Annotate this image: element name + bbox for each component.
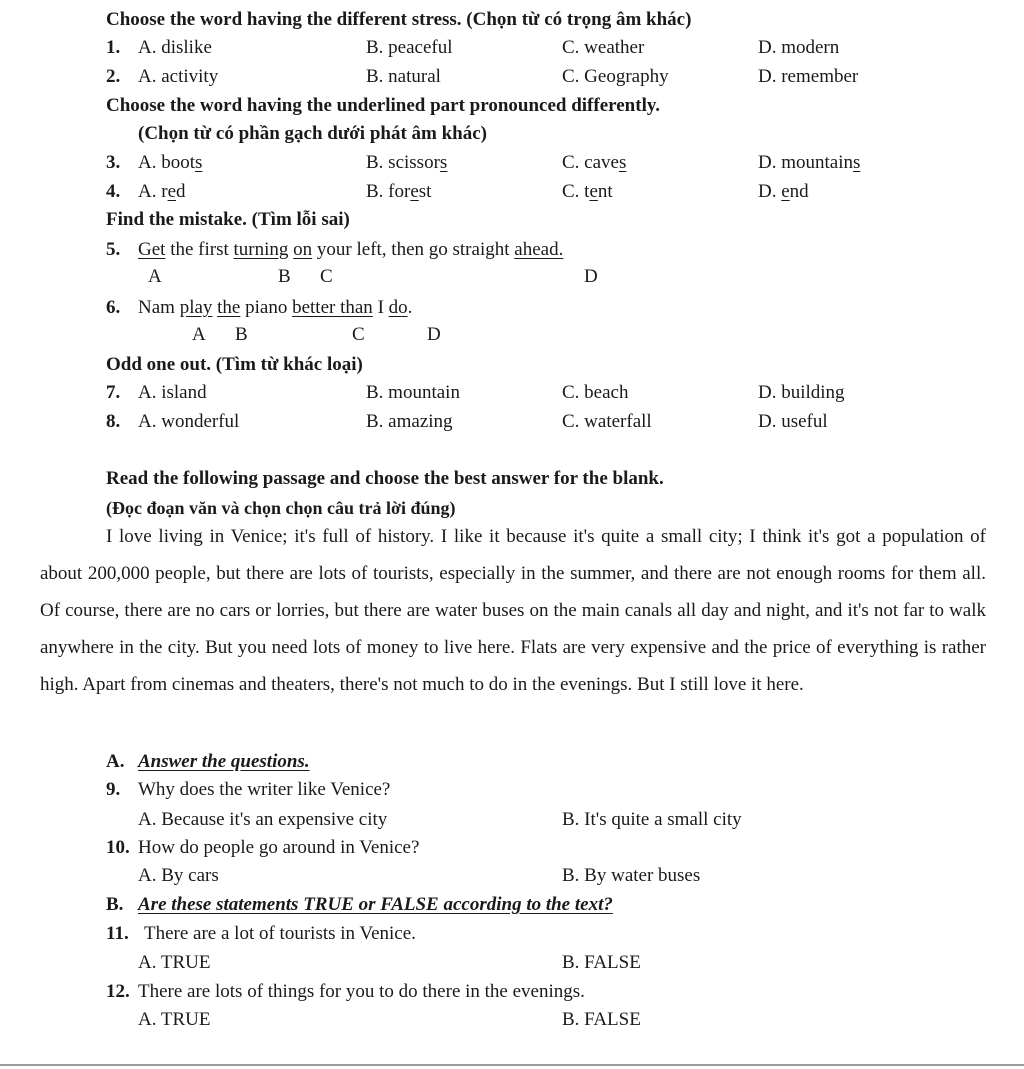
question-12 <box>0 978 1024 1006</box>
question-number: 2. <box>106 66 121 87</box>
question-9-options <box>0 806 1024 834</box>
question-number: 10. <box>106 837 130 858</box>
mistake-label-b: B <box>278 266 291 287</box>
mistake-label-c: C <box>352 324 365 345</box>
option-d: D. modern <box>758 37 840 58</box>
question-11 <box>0 920 1024 948</box>
heading-text: Choose the word having the underlined part pronounced differently. <box>106 95 661 116</box>
heading-text: Read the following passage and choose the best answer for the blank. <box>106 468 664 489</box>
option-c: C. beach <box>562 382 629 403</box>
option-c: C. Geography <box>562 66 669 87</box>
option-d: D. useful <box>758 411 828 432</box>
option-b: B. scissors <box>366 152 448 173</box>
question-number: 8. <box>106 411 121 432</box>
option-a: A. dislike <box>138 37 212 58</box>
option-b: B. By water buses <box>562 865 701 886</box>
question-11-options <box>0 949 1024 977</box>
mistake-label-d: D <box>584 266 598 287</box>
question-number: 9. <box>106 779 121 800</box>
question-number: 6. <box>106 297 121 318</box>
option-b: B. forest <box>366 181 432 202</box>
section4-heading <box>0 351 1024 379</box>
question-number: 7. <box>106 382 121 403</box>
heading-text: Odd one out. (Tìm từ khác loại) <box>106 354 363 375</box>
option-a: A. TRUE <box>138 952 211 973</box>
option-a: A. TRUE <box>138 1009 211 1030</box>
option-c: C. waterfall <box>562 411 652 432</box>
option-a: A. wonderful <box>138 411 240 432</box>
mistake-label-a: A <box>148 266 162 287</box>
question-7 <box>0 379 1024 407</box>
option-d: D. end <box>758 181 809 202</box>
question-number: 4. <box>106 181 121 202</box>
question-text: There are a lot of tourists in Venice. <box>144 923 416 944</box>
reading-passage <box>40 518 986 703</box>
heading-text: Choose the word having the different stress. (Chọn từ có trọng âm khác) <box>106 9 692 30</box>
option-c: C. caves <box>562 152 627 173</box>
passage-text: I love living in Venice; it's full of history. I like it because it's quite a small city; I think it's got a population of about 200,000 people, but there are lots of tourists, especially in the summer, and there are not enough rooms for them all. Of course, there are no cars or lorries, but there are water buses on the main canals all day and night, and it's not far to walk anywhere in the city. But you need lots of money to live here. Flats are very expensive and the price of everything is rather high. Apart from cinemas and theaters, there's not much to do in the evenings. But I still love it here. <box>40 526 986 695</box>
mistake-label-b: B <box>235 324 248 345</box>
question-sentence: Nam play the piano better than I do. <box>138 297 413 318</box>
page-bottom-border <box>0 1064 1024 1066</box>
section2-heading <box>0 92 1024 120</box>
subheading-text: (Chọn từ có phần gạch dưới phát âm khác) <box>138 123 487 144</box>
question-10-options <box>0 862 1024 890</box>
question-number: 5. <box>106 239 121 260</box>
section1-heading <box>0 6 1024 34</box>
part-a-heading <box>0 748 1024 776</box>
subheading-text: (Đọc đoạn văn và chọn chọn câu trả lời đúng) <box>106 498 456 518</box>
part-letter: B. <box>106 894 124 915</box>
option-b: B. FALSE <box>562 1009 641 1030</box>
question-12-options <box>0 1006 1024 1034</box>
option-d: D. mountains <box>758 152 861 173</box>
question-1 <box>0 34 1024 62</box>
option-b: B. It's quite a small city <box>562 809 742 830</box>
question-3 <box>0 149 1024 177</box>
question-2 <box>0 63 1024 91</box>
section5-heading <box>0 465 1024 493</box>
question-9 <box>0 776 1024 804</box>
question-10 <box>0 834 1024 862</box>
option-c: C. tent <box>562 181 613 202</box>
option-d: D. remember <box>758 66 859 87</box>
question-number: 3. <box>106 152 121 173</box>
question-text: There are lots of things for you to do there in the evenings. <box>138 981 585 1002</box>
question-sentence: Get the first turning on your left, then go straight ahead. <box>138 239 564 260</box>
option-a: A. By cars <box>138 865 219 886</box>
heading-text: Find the mistake. (Tìm lỗi sai) <box>106 209 350 230</box>
option-b: B. amazing <box>366 411 453 432</box>
part-b-heading <box>0 891 1024 919</box>
option-a: A. activity <box>138 66 219 87</box>
option-b: B. FALSE <box>562 952 641 973</box>
question-number: 1. <box>106 37 121 58</box>
option-a: A. island <box>138 382 207 403</box>
part-title: Are these statements TRUE or FALSE according to the text? <box>138 894 613 915</box>
question-8 <box>0 408 1024 436</box>
option-a: A. red <box>138 181 186 202</box>
question-5 <box>0 236 1024 264</box>
option-c: C. weather <box>562 37 645 58</box>
mistake-label-c: C <box>320 266 333 287</box>
option-b: B. mountain <box>366 382 460 403</box>
mistake-label-d: D <box>427 324 441 345</box>
question-4 <box>0 178 1024 206</box>
question-number: 12. <box>106 981 130 1002</box>
part-title: Answer the questions. <box>138 751 310 772</box>
option-b: B. natural <box>366 66 441 87</box>
question-number: 11. <box>106 923 129 944</box>
option-d: D. building <box>758 382 845 403</box>
question-text: How do people go around in Venice? <box>138 837 420 858</box>
option-b: B. peaceful <box>366 37 453 58</box>
mistake-label-a: A <box>192 324 206 345</box>
option-a: A. boots <box>138 152 203 173</box>
question-text: Why does the writer like Venice? <box>138 779 391 800</box>
section2-subheading <box>0 120 1024 148</box>
question-6 <box>0 294 1024 322</box>
section3-heading <box>0 206 1024 234</box>
option-a: A. Because it's an expensive city <box>138 809 388 830</box>
part-letter: A. <box>106 751 125 772</box>
